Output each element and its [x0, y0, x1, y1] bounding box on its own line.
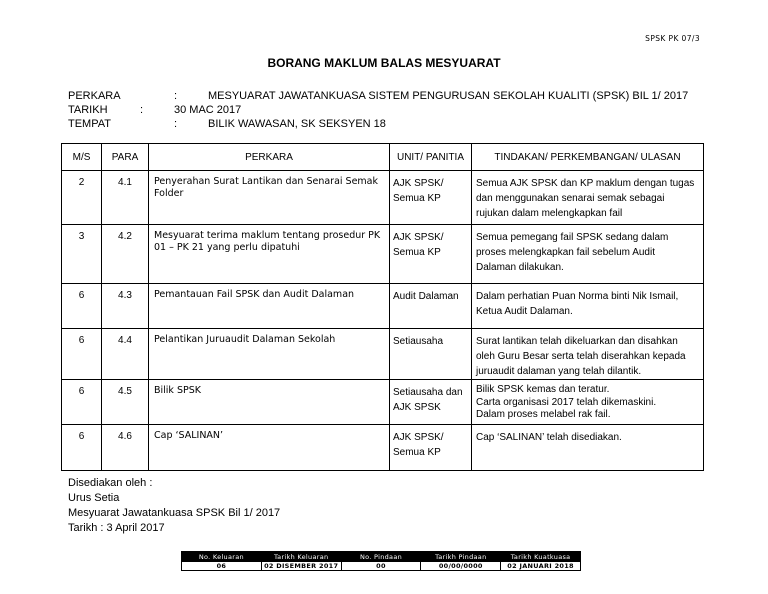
tindakan-line: dan menggunakan senarai semak sebagai: [476, 193, 665, 204]
meta-tarikh-label: TARIKH: [68, 104, 108, 116]
revision-table: [181, 551, 581, 571]
tindakan-line: Cap ‘SALINAN’ telah disediakan.: [476, 432, 622, 443]
feedback-table: [61, 143, 704, 471]
cell-ms: 6: [62, 380, 102, 425]
revision-no-pindaan: 00: [341, 562, 421, 571]
tindakan-line: Surat lantikan telah dikeluarkan dan disahkan: [476, 336, 678, 347]
table-row: [62, 171, 704, 225]
tindakan-line: Semua pemegang fail SPSK sedang dalam: [476, 232, 669, 243]
cell-ms: 3: [62, 225, 102, 284]
cell-tindakan: [472, 171, 704, 225]
meta-perkara: [68, 90, 708, 104]
meta-tempat-label: TEMPAT: [68, 118, 111, 130]
cell-tindakan: [472, 425, 704, 471]
tindakan-line: Dalam perhatian Puan Norma binti Nik Ismail,: [476, 291, 679, 302]
table-row: [62, 284, 704, 329]
cell-tindakan: [472, 284, 704, 329]
cell-ms: 6: [62, 284, 102, 329]
revision-value-row: [182, 562, 581, 571]
header-para: PARA: [102, 144, 149, 171]
cell-unit: Audit Dalaman: [390, 284, 472, 329]
cell-para: 4.3: [102, 284, 149, 329]
meta-tempat: [68, 118, 708, 132]
meta-perkara-colon: :: [174, 90, 178, 102]
revision-header-tarikh-keluaran: Tarikh Keluaran: [261, 552, 341, 562]
meta-perkara-value: MESYUARAT JAWATANKUASA SISTEM PENGURUSAN SEKOLAH KUALITI (SPSK) BIL 1/ 2017: [208, 90, 689, 102]
cell-perkara: Cap ‘SALINAN’: [149, 425, 390, 471]
revision-no-keluaran: 06: [182, 562, 262, 571]
cell-para: 4.5: [102, 380, 149, 425]
cell-para: 4.2: [102, 225, 149, 284]
cell-unit: Setiausaha: [390, 329, 472, 380]
cell-unit: Setiausaha dan AJK SPSK: [390, 380, 472, 425]
cell-unit: AJK SPSK/ Semua KP: [390, 425, 472, 471]
footer-block: [68, 476, 280, 536]
cell-perkara: Bilik SPSK: [149, 380, 390, 425]
revision-header-tarikh-pindaan: Tarikh Pindaan: [421, 552, 501, 562]
revision-tarikh-keluaran: 02 DISEMBER 2017: [261, 562, 341, 571]
table-row: [62, 380, 704, 425]
meta-tarikh-colon: :: [140, 104, 144, 116]
cell-perkara: Penyerahan Surat Lantikan dan Senarai Semak Folder: [149, 171, 390, 225]
cell-para: 4.6: [102, 425, 149, 471]
tindakan-line: oleh Guru Besar serta telah diserahkan kepada: [476, 351, 686, 362]
cell-tindakan: [472, 225, 704, 284]
cell-ms: 2: [62, 171, 102, 225]
cell-para: 4.4: [102, 329, 149, 380]
tindakan-line: Ketua Audit Dalaman.: [476, 306, 573, 317]
revision-header-no-pindaan: No. Pindaan: [341, 552, 421, 562]
cell-para: 4.1: [102, 171, 149, 225]
header-tindakan: TINDAKAN/ PERKEMBANGAN/ ULASAN: [472, 144, 704, 171]
meta-tarikh: [68, 104, 708, 118]
revision-tarikh-pindaan: 00/00/0000: [421, 562, 501, 571]
table-row: [62, 225, 704, 284]
tindakan-line: Bilik SPSK kemas dan teratur.: [476, 384, 610, 395]
cell-ms: 6: [62, 329, 102, 380]
header-perkara: PERKARA: [149, 144, 390, 171]
cell-tindakan: [472, 380, 704, 425]
cell-perkara: Pemantauan Fail SPSK dan Audit Dalaman: [149, 284, 390, 329]
header-ms: M/S: [62, 144, 102, 171]
revision-header-row: [182, 552, 581, 562]
tindakan-line: Dalaman dilakukan.: [476, 262, 564, 273]
prepared-by-meeting: Mesyuarat Jawatankuasa SPSK Bil 1/ 2017: [68, 507, 281, 519]
meta-tempat-value: BILIK WAWASAN, SK SEKSYEN 18: [208, 118, 386, 130]
prepared-by-name: Urus Setia: [68, 492, 120, 504]
document-title: BORANG MAKLUM BALAS MESYUARAT: [267, 56, 501, 70]
tindakan-line: juruaudit dalaman yang telah dilantik.: [476, 366, 642, 377]
cell-perkara: Mesyuarat terima maklum tentang prosedur PK 01 – PK 21 yang perlu dipatuhi: [149, 225, 390, 284]
prepared-date: Tarikh : 3 April 2017: [68, 522, 165, 534]
table-row: [62, 329, 704, 380]
table-header-row: [62, 144, 704, 171]
cell-perkara: Pelantikan Juruaudit Dalaman Sekolah: [149, 329, 390, 380]
header-unit: UNIT/ PANITIA: [390, 144, 472, 171]
table-row: [62, 425, 704, 471]
cell-ms: 6: [62, 425, 102, 471]
document-reference-code: SPSK PK 07/3: [645, 34, 700, 43]
revision-header-no-keluaran: No. Keluaran: [182, 552, 262, 562]
tindakan-line: rujukan dalam melengkapkan fail: [476, 208, 623, 219]
revision-header-tarikh-kuatkuasa: Tarikh Kuatkuasa: [501, 552, 581, 562]
tindakan-line: Carta organisasi 2017 telah dikemaskini.: [476, 396, 657, 408]
revision-tarikh-kuatkuasa: 02 JANUARI 2018: [501, 562, 581, 571]
cell-tindakan: [472, 329, 704, 380]
meta-perkara-label: PERKARA: [68, 90, 121, 102]
tindakan-line: Semua AJK SPSK dan KP maklum dengan tugas: [476, 178, 695, 189]
prepared-by-label: Disediakan oleh :: [68, 477, 153, 489]
meta-tarikh-value: 30 MAC 2017: [174, 104, 242, 116]
cell-unit: AJK SPSK/ Semua KP: [390, 225, 472, 284]
tindakan-line: proses melengkapkan fail sebelum Audit: [476, 247, 655, 258]
meta-tempat-colon: :: [174, 118, 178, 130]
tindakan-line: Dalam proses melabel rak fail.: [476, 409, 611, 420]
cell-unit: AJK SPSK/ Semua KP: [390, 171, 472, 225]
